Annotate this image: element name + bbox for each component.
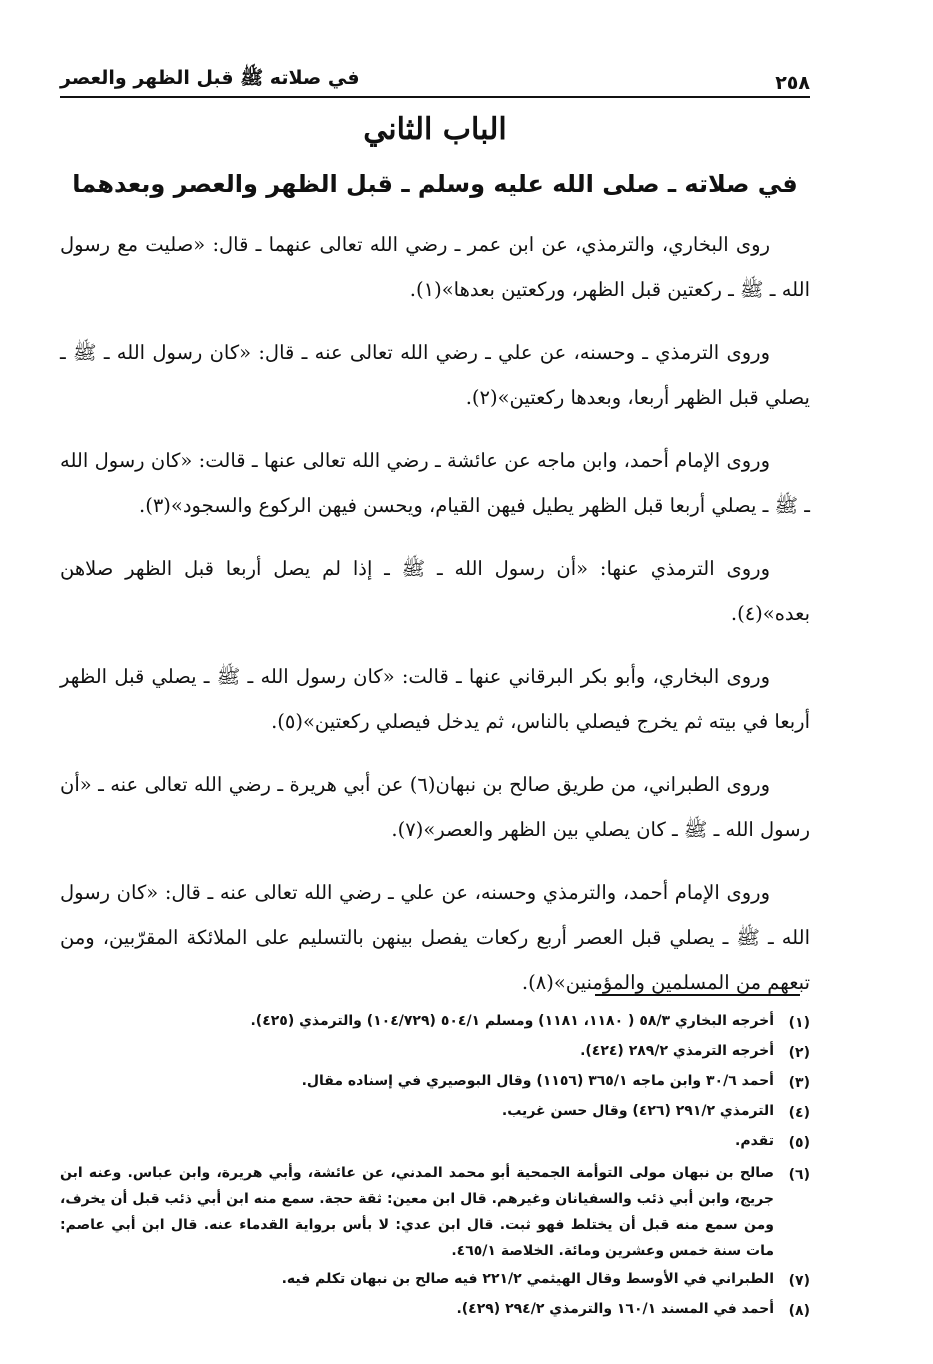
footnote-text: أحمد ٣٠/٦ وابن ماجه ٣٦٥/١ (١١٥٦) وقال البوصيري في إسناده مقال. xyxy=(301,1073,774,1089)
chapter-subtitle: في صلاته ـ صلى الله عليه وسلم ـ قبل الظهر والعصر وبعدهما xyxy=(72,170,798,198)
footnote xyxy=(60,1008,810,1038)
footnote xyxy=(60,1098,810,1128)
page-number: ٢٥٨ xyxy=(775,72,810,94)
paragraph: وروى الترمذي ـ وحسنه، عن علي ـ رضي الله تعالى عنه ـ قال: «كان رسول الله ـ ﷺ ـ يصلي قبل الظهر أربعا، وبعدها ركعتين»(٢). xyxy=(60,341,810,409)
footnote-mark: (٦) xyxy=(788,1167,810,1183)
running-header xyxy=(60,60,810,94)
running-title: في صلاته ﷺ قبل الظهر والعصر xyxy=(60,67,360,89)
footnote-mark: (١) xyxy=(788,1015,810,1031)
footnote-text: تقدم. xyxy=(735,1133,774,1149)
paragraph: وروى الترمذي عنها: «أن رسول الله ـ ﷺ ـ إذا لم يصل أربعا قبل الظهر صلاهن بعده»(٤). xyxy=(60,557,810,625)
footnote-mark: (٧) xyxy=(788,1273,810,1289)
header-rule xyxy=(60,96,810,98)
footnote xyxy=(60,1296,810,1326)
footnote-separator xyxy=(595,994,800,996)
footnote-mark: (٥) xyxy=(788,1135,810,1151)
footnote xyxy=(60,1128,810,1158)
paragraph: وروى الإمام أحمد، وابن ماجه عن عائشة ـ رضي الله تعالى عنها ـ قالت: «كان رسول الله ـ ﷺ ـ يصلي أربعا قبل الظهر يطيل فيهن القيام، ويحسن فيهن الركوع والسجود»(٣). xyxy=(60,449,810,517)
footnotes xyxy=(60,1008,810,1326)
footnote-text: الترمذي ٢٩١/٢ (٤٢٦) وقال حسن غريب. xyxy=(501,1103,774,1119)
book-page xyxy=(60,50,810,1350)
body-text xyxy=(60,222,810,1023)
footnote xyxy=(60,1160,810,1264)
footnote xyxy=(60,1038,810,1068)
footnote-mark: (٤) xyxy=(788,1105,810,1121)
paragraph: وروى البخاري، وأبو بكر البرقاني عنها ـ قالت: «كان رسول الله ـ ﷺ ـ يصلي قبل الظهر أربعا في بيته ثم يخرج فيصلي بالناس، ثم يدخل فيصلي ركعتين»(٥). xyxy=(60,665,810,733)
chapter-title: الباب الثاني xyxy=(363,112,507,147)
footnote-text: صالح بن نبهان مولى التوأمة الجمحية أبو محمد المدني، عن عائشة، وأبي هريرة، وابن عباس. وعنه ابن جريج، وابن أبي ذئب والسفيانان وغيرهم. قال ابن معين: ثقة حجة. سمع منه ابن أبي ذئب قبل أن يخرف، ومن سمع منه قبل أن يختلط فهو ثبت. قال ابن عدي: لا بأس برواية القدماء عنه. قال ابن أبي عاصم: مات سنة خمس وعشرين ومائة. الخلاصة ٤٦٥/١. xyxy=(60,1165,774,1259)
footnote-mark: (٢) xyxy=(788,1045,810,1061)
paragraph: روى البخاري، والترمذي، عن ابن عمر ـ رضي الله تعالى عنهما ـ قال: «صليت مع رسول الله ـ ﷺ ـ ركعتين قبل الظهر، وركعتين بعدها»(١). xyxy=(60,233,810,301)
paragraph: وروى الإمام أحمد، والترمذي وحسنه، عن علي ـ رضي الله تعالى عنه ـ قال: «كان رسول الله ـ ﷺ ـ يصلي قبل العصر أربع ركعات يفصل بينهن بالتسليم على الملائكة المقرّبين، ومن تبعهم من المسلمين والمؤمنين»(٨). xyxy=(60,881,810,994)
footnote-text: أخرجه الترمذي ٢٨٩/٢ (٤٢٤). xyxy=(580,1043,774,1059)
footnote-mark: (٣) xyxy=(788,1075,810,1091)
footnote-text: أحمد في المسند ١٦٠/١ والترمذي ٢٩٤/٢ (٤٢٩). xyxy=(456,1301,774,1317)
footnote-text: أخرجه البخاري ٥٨/٣ ( ١١٨٠، ١١٨١) ومسلم ٥٠٤/١ (١٠٤/٧٢٩) والترمذي (٤٢٥). xyxy=(250,1013,774,1029)
footnote xyxy=(60,1266,810,1296)
footnote-mark: (٨) xyxy=(788,1303,810,1319)
paragraph: وروى الطبراني، من طريق صالح بن نبهان(٦) عن أبي هريرة ـ رضي الله تعالى عنه ـ «أن رسول الله ـ ﷺ ـ كان يصلي بين الظهر والعصر»(٧). xyxy=(60,773,810,841)
footnote xyxy=(60,1068,810,1098)
footnote-text: الطبراني في الأوسط وقال الهيثمي ٢٢١/٢ فيه صالح بن نبهان تكلم فيه. xyxy=(281,1271,774,1287)
